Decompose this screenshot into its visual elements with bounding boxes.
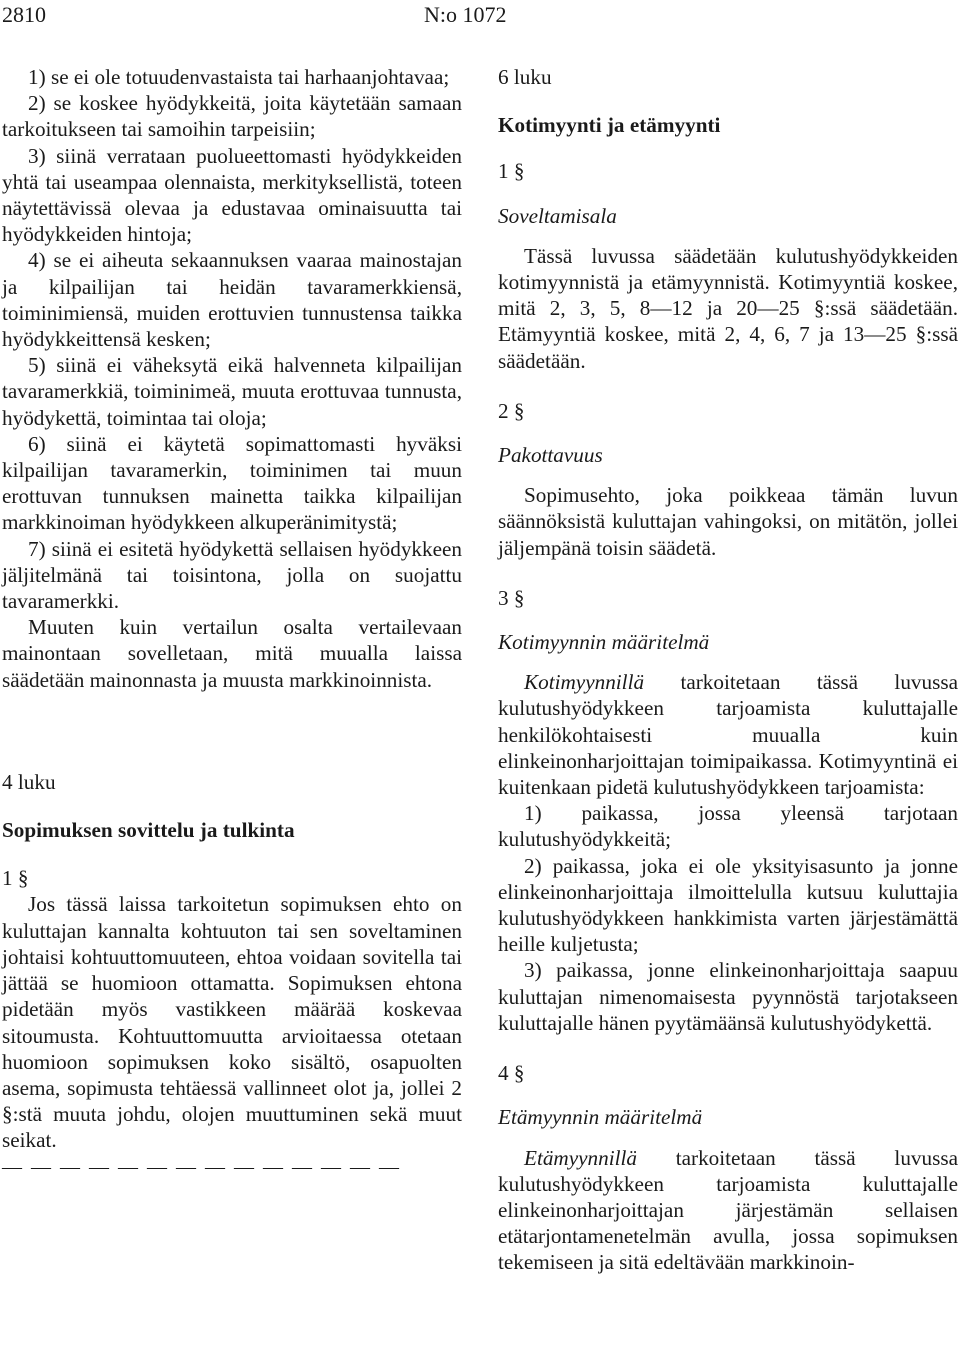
section-text: Tässä luvussa säädetään kulutushyödykkeiden kotimyynnistä ja etämyynnistä. Kotimyyntiä koskee, mitä 2, 3, 5, 8—12 ja 20—25 §:ssä säädetään. Etämyyntiä koskee, mitä 2, 4, 6, 7 ja 13—25 §:ssä säädetään. — [498, 243, 958, 373]
section-title: Kotimyynnin määritelmä — [498, 630, 710, 655]
chapter-number: 6 luku — [498, 65, 552, 89]
list-item: 3) siinä verrataan puolueettomasti hyödykkeiden yhtä tai useampaa olennaista, merkityksellistä, toteen näytettävissä olevaa ja edustavaa ominaisuutta tai hyödykkeiden hintoja; — [2, 143, 462, 247]
defined-term: Kotimyynnillä — [524, 670, 645, 695]
chapter-title: Sopimuksen sovittelu ja tulkinta — [2, 818, 295, 843]
section-title: Etämyynnin määritelmä — [498, 1105, 703, 1130]
page-number: 2810 — [2, 2, 46, 27]
list-item: 6) siinä ei käytetä sopimattomasti hyväksi kilpailijan tavaramerkin, toiminimen tai muun erottuvan tunnuksen mainetta taikka kilpailijan markkinoiman hyödykkeen alkuperänimitystä; — [2, 431, 462, 535]
list-item: 1) paikassa, jossa yleensä tarjotaan kulutushyödykkeitä; — [498, 801, 958, 852]
list-item: 2) paikassa, joka ei ole yksityisasunto ja jonne elinkeinonharjoittaja ilmoittelulla kutsuu kuluttajia kulutushyödykkeen hankkimista varten järjestämättä heille kuljetusta; — [498, 853, 958, 957]
section-number: 1 § — [2, 866, 29, 891]
page-header — [0, 2, 960, 32]
chapter-number: 4 luku — [2, 769, 56, 794]
definition-text: tarkoitetaan tässä luvussa kulutushyödykkeen tarjoamista kuluttajalle henkilökohtaisesti muualla kuin elinkeinonharjoittajan toimipaikassa. Kotimyyntinä ei kuitenkaan pidetä kulutushyödykkeen tarjoamista: — [498, 670, 958, 800]
document-number: N:o 1072 — [424, 2, 507, 27]
definition-text: tarkoitetaan tässä luvussa kulutushyödykkeen tarjoamista kuluttajalle elinkeinonharjoittajan järjestämän sellaisen etätarjontamenetelmän avulla, jossa sopimuksen tekemiseen ja sitä edeltävään markkinoin- — [498, 1145, 958, 1275]
list-item: 5) siinä ei väheksytä eikä halvenneta kilpailijan tavaramerkkiä, toiminimeä, muuta erottuvaa tunnusta, hyödykettä, toimintaa tai oloja; — [2, 353, 462, 430]
defined-term: Etämyynnillä — [524, 1145, 637, 1170]
list-item: 7) siinä ei esitetä hyödykettä sellaisen hyödykkeen jäljitelmänä tai toisintona, jolla on suojattu tavaramerkki. — [2, 536, 462, 614]
section-number: 3 § — [498, 585, 525, 610]
section-title: Soveltamisala — [498, 203, 617, 228]
list-item: 3) paikassa, jonne elinkeinonharjoittaja saapuu kuluttajan nimenomaisesta pyynnöstä tarjotakseen kuluttajalle hänen pyytämäänsä kulutushyödykettä. — [498, 958, 958, 1035]
section-number: 2 § — [498, 398, 525, 423]
chapter-title: Kotimyynti ja etämyynti — [498, 113, 721, 138]
right-column — [498, 64, 958, 1276]
section-text — [498, 1145, 958, 1276]
list-item: 2) se koskee hyödykkeitä, joita käytetään samaan tarkoitukseen tai samoihin tarpeisiin; — [2, 91, 462, 142]
section-text — [498, 669, 958, 800]
left-column — [2, 64, 462, 1180]
section-text: Jos tässä laissa tarkoitetun sopimuksen ehto on kuluttajan kannalta kohtuuton tai sen soveltaminen johtaisi kohtuuttomuuteen, ehtoa voidaan sovitella tai jättää se huomioon ottamatta. Sopimuksen ehtona pidetään myös vastikkeen määrää koskevaa sitoumusta. Kohtuuttomuutta arvioitaessa otetaan huomioon sopimuksen koko sisältö, osapuolten asema, sopimusta tehtäessä vallinneet olot ja, jollei 2 §:stä muuta johdu, olojen muuttuminen sekä muut seikat. — [2, 892, 462, 1153]
list-item: 4) se ei aiheuta sekaannuksen vaaraa mainostajan ja kilpailijan tai heidän tavaramerkkiensä, toiminimiensä, muiden erottuvien tunnustensa taikka hyödykkeittensä kesken; — [2, 248, 462, 352]
section-text: Sopimusehto, joka poikkeaa tämän luvun säännöksistä kuluttajan vahingoksi, on mitätön, jollei jäljempänä toisin säädetä. — [498, 483, 958, 560]
section-title: Pakottavuus — [498, 443, 603, 468]
closing-paragraph: Muuten kuin vertailun osalta vertailevaan mainontaan sovelletaan, mitä muualla laissa säädetään mainonnasta ja muusta markkinoinnista. — [2, 615, 462, 692]
list-item: 1) se ei ole totuudenvastaista tai harhaanjohtavaa; — [28, 65, 450, 89]
section-separator: — — — — — — — — — — — — — — — [2, 1155, 401, 1178]
section-number: 4 § — [498, 1061, 525, 1086]
section-number: 1 § — [498, 159, 525, 184]
